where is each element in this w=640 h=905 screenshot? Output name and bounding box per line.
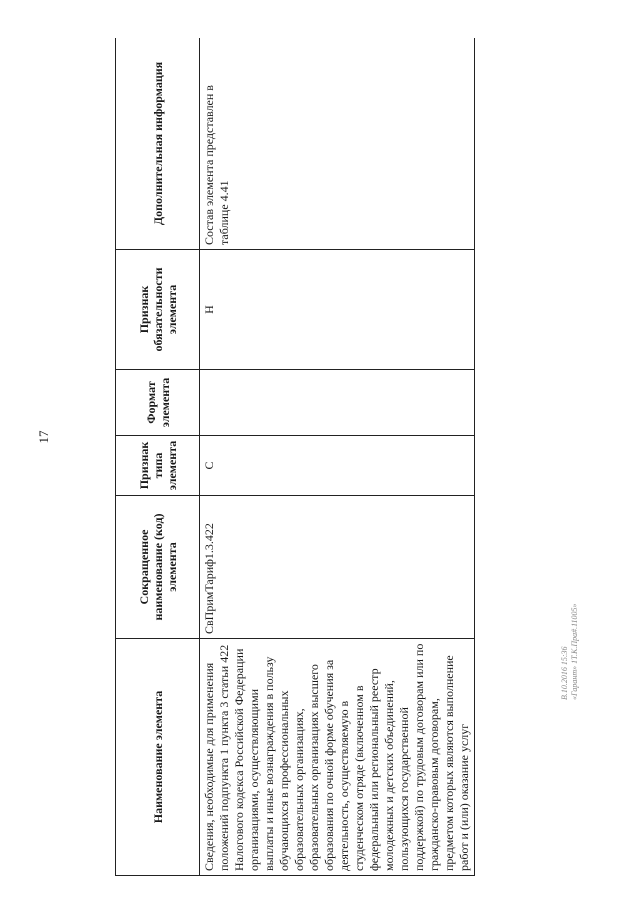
side-stamp (560, 500, 580, 700)
table-rotation-wrapper (115, 38, 475, 876)
side-stamp-line-2: «Гарант» 1Т.К.Пра#.11005» (570, 603, 579, 700)
header-element-format: Формат элемента (116, 370, 200, 436)
table-row (200, 38, 475, 876)
header-element-type: Признак типа элемента (116, 436, 200, 496)
cell-element-format (200, 370, 475, 436)
header-additional-info: Дополнительная информация (116, 38, 200, 250)
header-element-name: Наименование элемента (116, 639, 200, 876)
header-element-required: Признак обязательности элемента (116, 250, 200, 370)
cell-element-name: Сведения, необходимые для применения положений подпункта 1 пункта 3 статьи 422 Налогового кодекса Российской Федерации организациями, осуществляющими выплаты и иные вознаграждения в пользу обучающихся в профессиональных образовательных организациях, образовательных организациях высшего образования по очной форме обучения за деятельность, осуществляемую в студенческом отряде (включенном в федеральный или региональный реестр молодежных и детских объединений, пользующихся государственной поддержкой) по трудовым договорам или по гражданско-правовым договорам, предметом которых являются выполнение работ и (или) оказание услуг (200, 639, 475, 876)
side-stamp-line-1: В.10.2016 15:36 (560, 646, 569, 700)
page-number: 17 (36, 430, 51, 444)
cell-additional-info: Состав элемента представлен в таблице 4.41 (200, 38, 475, 250)
table-header-row (116, 38, 200, 876)
cell-element-required: Н (200, 250, 475, 370)
elements-table (115, 38, 475, 876)
cell-element-code: СвПримТариф1.3.422 (200, 496, 475, 639)
cell-element-type: С (200, 436, 475, 496)
table-frame (115, 38, 475, 876)
header-element-code: Сокращенное наименование (код) элемента (116, 496, 200, 639)
